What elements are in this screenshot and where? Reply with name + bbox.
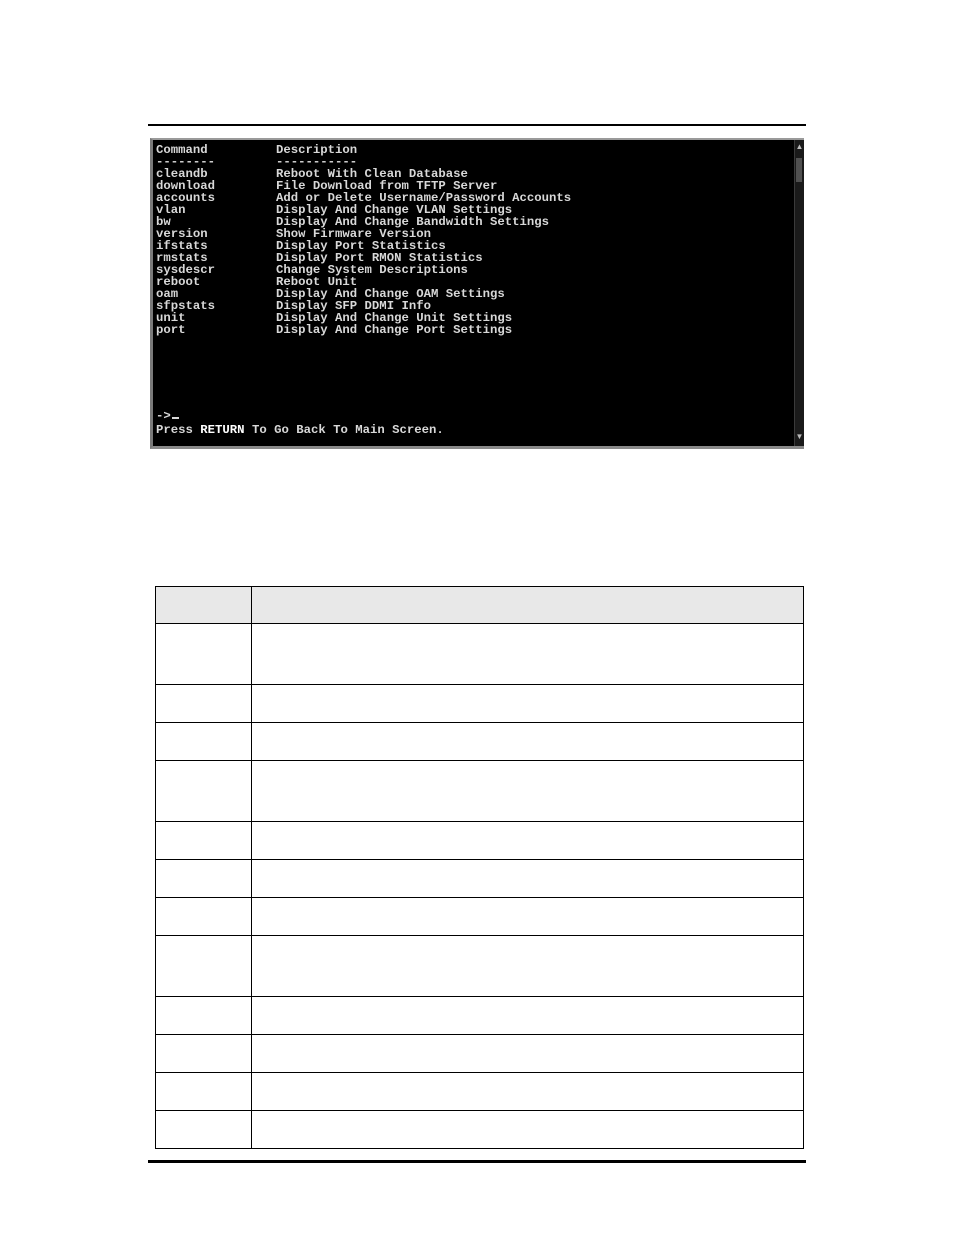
scroll-up-arrow-icon[interactable]: ▲ — [795, 142, 804, 151]
scroll-down-arrow-icon[interactable]: ▼ — [795, 432, 804, 441]
table-row — [156, 1111, 804, 1149]
table-cell — [252, 761, 804, 822]
table-cell — [156, 898, 252, 936]
table-row — [156, 822, 804, 860]
command-name: sfpstats — [156, 299, 216, 313]
table-cell — [252, 997, 804, 1035]
table-row — [156, 860, 804, 898]
description-column-header: Description — [276, 143, 358, 157]
command-separator: -------- — [156, 155, 216, 169]
table-cell — [252, 1111, 804, 1149]
terminal-separator-line — [156, 156, 794, 168]
header-rule — [148, 124, 806, 126]
table-cell — [156, 997, 252, 1035]
command-name: unit — [156, 311, 186, 325]
command-description: Display And Change Unit Settings — [276, 311, 513, 325]
command-description: Reboot Unit — [276, 275, 358, 289]
command-description: Display And Change OAM Settings — [276, 287, 505, 301]
command-description: Display Port RMON Statistics — [276, 251, 483, 265]
command-description: File Download from TFTP Server — [276, 179, 498, 193]
table-cell — [156, 685, 252, 723]
table-cell — [252, 860, 804, 898]
command-name: oam — [156, 287, 179, 301]
command-description: Reboot With Clean Database — [276, 167, 468, 181]
status-text-before: Press — [156, 423, 201, 437]
table-header-cell — [156, 587, 252, 624]
table-cell — [156, 1035, 252, 1073]
command-name: download — [156, 179, 216, 193]
description-separator: ----------- — [276, 155, 358, 169]
command-table — [155, 586, 804, 1149]
table-cell — [252, 898, 804, 936]
table-row — [156, 723, 804, 761]
command-description: Display SFP DDMI Info — [276, 299, 431, 313]
command-name: vlan — [156, 203, 186, 217]
command-description: Display And Change VLAN Settings — [276, 203, 513, 217]
table-cell — [156, 723, 252, 761]
table-row — [156, 624, 804, 685]
table-cell — [156, 822, 252, 860]
scrollbar-thumb[interactable] — [796, 158, 802, 182]
table-cell — [252, 822, 804, 860]
table-cell — [156, 936, 252, 997]
table-row — [156, 898, 804, 936]
command-name: reboot — [156, 275, 201, 289]
command-name: port — [156, 323, 186, 337]
command-description: Display And Change Port Settings — [276, 323, 513, 337]
status-text-after: To Go Back To Main Screen. — [244, 423, 444, 437]
table-row — [156, 1035, 804, 1073]
table-cell — [156, 761, 252, 822]
command-description: Change System Descriptions — [276, 263, 468, 277]
text-cursor — [172, 417, 179, 419]
vertical-scrollbar[interactable] — [794, 140, 804, 446]
command-row — [156, 216, 794, 228]
table-cell — [252, 1035, 804, 1073]
table-cell — [156, 1111, 252, 1149]
table-row — [156, 1073, 804, 1111]
command-name: ifstats — [156, 239, 208, 253]
command-description: Display And Change Bandwidth Settings — [276, 215, 550, 229]
prompt-symbol: -> — [156, 409, 171, 423]
command-name: sysdescr — [156, 263, 216, 277]
table-cell — [156, 1073, 252, 1111]
table-header-row — [156, 587, 804, 624]
table-cell — [252, 624, 804, 685]
table-cell — [252, 723, 804, 761]
status-key: RETURN — [200, 423, 245, 437]
command-name: version — [156, 227, 208, 241]
command-prompt[interactable] — [156, 410, 179, 422]
table-cell — [252, 685, 804, 723]
command-name: cleandb — [156, 167, 208, 181]
table-cell — [252, 1073, 804, 1111]
terminal-header-line — [156, 144, 794, 156]
footer-rule — [148, 1160, 806, 1163]
table-row — [156, 685, 804, 723]
command-row — [156, 264, 794, 276]
command-name: accounts — [156, 191, 216, 205]
command-column-header: Command — [156, 143, 208, 157]
table-cell — [156, 860, 252, 898]
command-name: rmstats — [156, 251, 208, 265]
table-row — [156, 997, 804, 1035]
command-row — [156, 324, 794, 336]
table-row — [156, 761, 804, 822]
command-row — [156, 252, 794, 264]
command-row — [156, 288, 794, 300]
command-row — [156, 228, 794, 240]
table-header-cell — [252, 587, 804, 624]
command-description: Add or Delete Username/Password Accounts — [276, 191, 572, 205]
table-cell — [156, 624, 252, 685]
command-name: bw — [156, 215, 171, 229]
command-description: Display Port Statistics — [276, 239, 446, 253]
table-row — [156, 936, 804, 997]
table-cell — [252, 936, 804, 997]
terminal-window[interactable] — [150, 138, 804, 449]
terminal-screen — [156, 144, 794, 444]
status-line — [156, 424, 444, 436]
command-description: Show Firmware Version — [276, 227, 431, 241]
